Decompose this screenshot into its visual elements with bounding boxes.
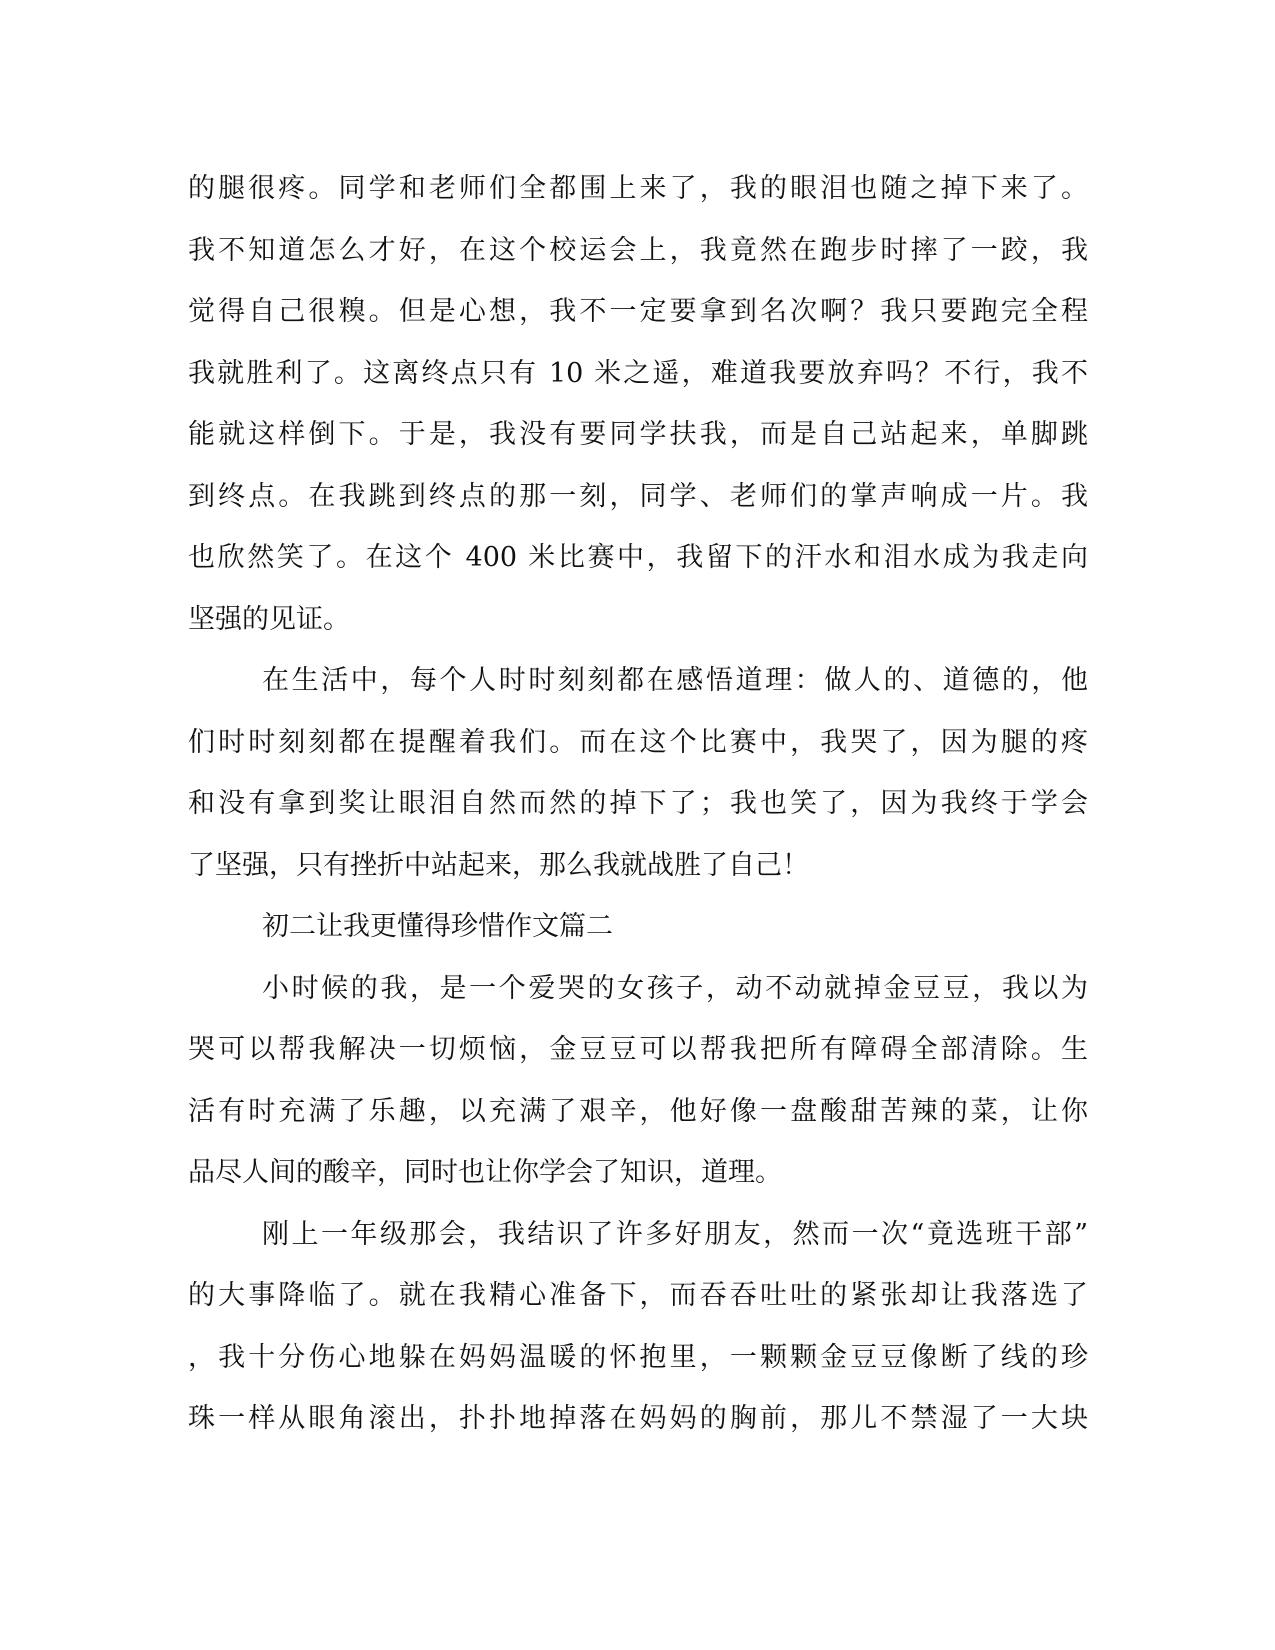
text-line: 了坚强，只有挫折中站起来，那么我就战胜了自己！ (188, 849, 809, 881)
essay-body (188, 158, 1088, 1450)
text-line: 到终点。在我跳到终点的那一刻，同学、老师们的掌声响成一片。我 (188, 480, 1088, 512)
text-line: 觉得自己很糗。但是心想，我不一定要拿到名次啊？我只要跑完全程 (188, 296, 1088, 327)
text-line: 们时时刻刻都在提醒着我们。而在这个比赛中，我哭了，因为腿的疼 (188, 726, 1088, 758)
text-line: 哭可以帮我解决一切烦恼，金豆豆可以帮我把所有障碍全部清除。生 (188, 1034, 1088, 1065)
paragraph-first-line: 小时候的我，是一个爱哭的女孩子，动不动就掉金豆豆，我以为 (262, 972, 1088, 1004)
section-heading: 初二让我更懂得珍惜作文篇二 (262, 911, 613, 942)
text-line: ，我十分伤心地躲在妈妈温暖的怀抱里，一颗颗金豆豆像断了线的珍 (188, 1341, 1088, 1373)
paragraph-first-line: 刚上一年级那会，我结识了许多好朋友，然而一次“竟选班干部” (262, 1218, 1088, 1250)
text-line: 的腿很疼。同学和老师们全都围上来了，我的眼泪也随之掉下来了。 (188, 173, 1088, 204)
text-line: 和没有拿到奖让眼泪自然而然的掉下了；我也笑了，因为我终于学会 (188, 788, 1088, 819)
paragraph-first-line: 在生活中，每个人时时刻刻都在感悟道理：做人的、道德的，他 (262, 665, 1088, 696)
text-line: 能就这样倒下。于是，我没有要同学扶我，而是自己站起来，单脚跳 (188, 419, 1088, 450)
text-line: 我就胜利了。这离终点只有 10 米之遥，难道我要放弃吗？不行，我不 (188, 357, 1088, 389)
text-line: 珠一样从眼角滚出，扑扑地掉落在妈妈的胸前，那儿不禁湿了一大块 (188, 1403, 1088, 1434)
text-line: 坚强的见证。 (188, 603, 350, 635)
text-line: 活有时充满了乐趣，以充满了艰辛，他好像一盘酸甜苦辣的菜，让你 (188, 1095, 1088, 1127)
text-line: 我不知道怎么才好，在这个校运会上，我竟然在跑步时摔了一跤，我 (188, 234, 1088, 266)
text-line: 品尽人间的酸辛，同时也让你学会了知识，道理。 (188, 1157, 782, 1188)
text-line: 的大事降临了。就在我精心准备下，而吞吞吐吐的紧张却让我落选了 (188, 1280, 1088, 1311)
text-line: 也欣然笑了。在这个 400 米比赛中，我留下的汗水和泪水成为我走向 (188, 542, 1088, 573)
